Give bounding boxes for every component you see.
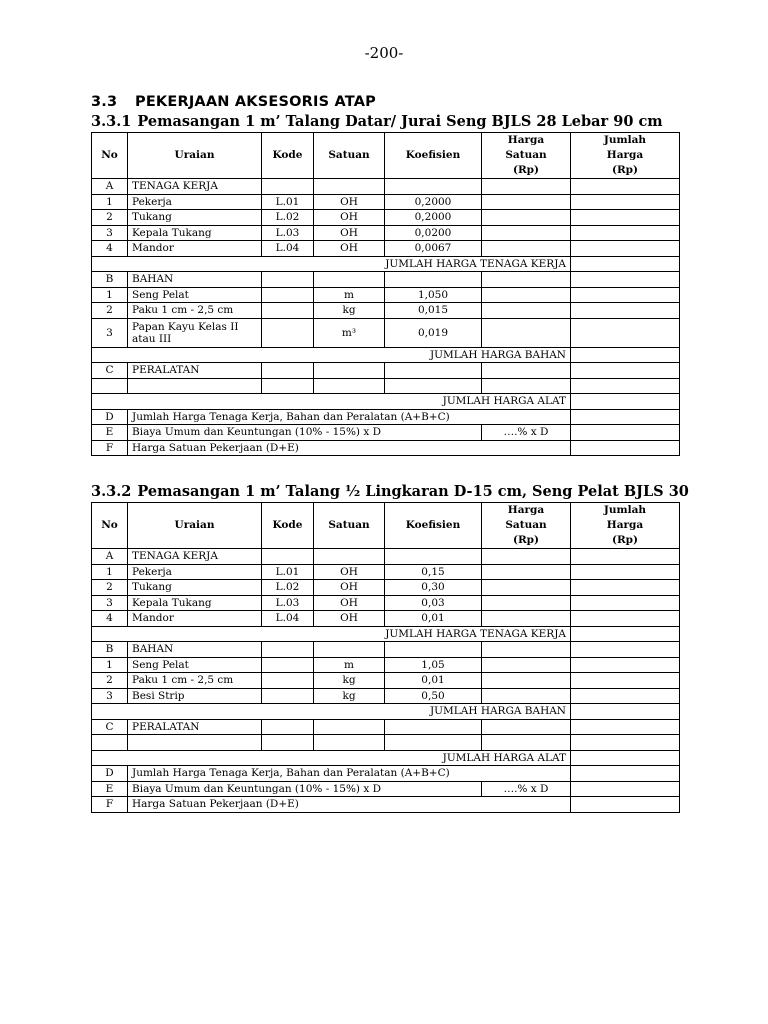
empty-cell: [482, 225, 571, 241]
empty-cell: [571, 735, 680, 751]
empty-cell: [482, 241, 571, 257]
empty-cell: [571, 549, 680, 565]
empty-cell: [571, 287, 680, 303]
summary-row: [92, 425, 680, 441]
header-harga-line1: Harga: [507, 134, 545, 146]
row-koefisien: 0,2000: [385, 210, 482, 226]
empty-cell: [482, 564, 571, 580]
row-kode: [262, 303, 314, 319]
group-code: A: [92, 179, 128, 195]
empty-cell: [482, 719, 571, 735]
table-row: [92, 564, 680, 580]
summary-text: Biaya Umum dan Keuntungan (10% - 15%) x D: [128, 425, 482, 441]
group-row-alat: [92, 363, 680, 379]
group-total-label: JUMLAH HARGA ALAT: [92, 750, 571, 766]
empty-cell: [314, 179, 385, 195]
empty-cell: [92, 378, 128, 394]
summary-code: E: [92, 425, 128, 441]
row-satuan: OH: [314, 210, 385, 226]
empty-cell: [385, 549, 482, 565]
row-uraian: Papan Kayu Kelas II atau III: [128, 318, 262, 347]
table-row: [92, 611, 680, 627]
empty-cell: [385, 179, 482, 195]
group-row-bahan: [92, 642, 680, 658]
empty-cell: [262, 735, 314, 751]
table-row: [92, 241, 680, 257]
empty-cell: [571, 194, 680, 210]
row-koefisien: 0,01: [385, 611, 482, 627]
row-koefisien: 0,30: [385, 580, 482, 596]
table2-heading: [91, 483, 689, 500]
header-harga-line1: Harga: [507, 504, 545, 516]
header-harga-satuan: [482, 133, 571, 179]
header-jumlah-line2: Harga: [606, 149, 644, 161]
empty-cell: [571, 657, 680, 673]
row-koefisien: 0,0200: [385, 225, 482, 241]
empty-cell: [571, 580, 680, 596]
row-kode: L.02: [262, 580, 314, 596]
row-no: 4: [92, 611, 128, 627]
row-kode: [262, 657, 314, 673]
header-no: No: [92, 133, 128, 179]
summary-row: [92, 766, 680, 782]
price-analysis-table-2: [91, 502, 680, 813]
row-uraian: Pekerja: [128, 194, 262, 210]
table-row: [92, 194, 680, 210]
row-no: 2: [92, 673, 128, 689]
empty-cell: [482, 378, 571, 394]
header-harga-line3: (Rp): [512, 534, 539, 546]
row-koefisien: 0,03: [385, 595, 482, 611]
empty-cell: [314, 363, 385, 379]
empty-cell: [262, 549, 314, 565]
row-uraian: Kepala Tukang: [128, 225, 262, 241]
empty-cell: [385, 378, 482, 394]
empty-cell: [571, 303, 680, 319]
group-code: C: [92, 719, 128, 735]
row-koefisien: 1,05: [385, 657, 482, 673]
row-uraian: Besi Strip: [128, 688, 262, 704]
row-satuan: m: [314, 657, 385, 673]
empty-cell: [571, 394, 680, 410]
empty-cell: [482, 179, 571, 195]
price-analysis-table-1: [91, 132, 680, 456]
group-label: TENAGA KERJA: [128, 549, 262, 565]
row-uraian: Seng Pelat: [128, 657, 262, 673]
row-satuan: kg: [314, 673, 385, 689]
header-harga-line2: Satuan: [505, 519, 547, 531]
header-koefisien: Koefisien: [385, 133, 482, 179]
group-total-row: [92, 394, 680, 410]
empty-cell: [482, 642, 571, 658]
summary-row: [92, 797, 680, 813]
empty-cell: [571, 611, 680, 627]
empty-cell: [262, 378, 314, 394]
group-code: B: [92, 642, 128, 658]
section-title: PEKERJAAN AKSESORIS ATAP: [135, 94, 376, 110]
empty-cell: [571, 272, 680, 288]
empty-cell: [571, 797, 680, 813]
group-label: TENAGA KERJA: [128, 179, 262, 195]
group-row-tenaga: [92, 179, 680, 195]
row-kode: L.04: [262, 241, 314, 257]
group-row-bahan: [92, 272, 680, 288]
empty-cell: [571, 225, 680, 241]
header-jumlah-line1: Jumlah: [603, 134, 647, 146]
summary-code: F: [92, 797, 128, 813]
header-koefisien: Koefisien: [385, 503, 482, 549]
row-koefisien: 0,50: [385, 688, 482, 704]
empty-cell: [571, 719, 680, 735]
summary-code: D: [92, 766, 128, 782]
header-jumlah-harga: [571, 503, 680, 549]
row-satuan: OH: [314, 595, 385, 611]
group-total-label: JUMLAH HARGA ALAT: [92, 394, 571, 410]
row-kode: L.01: [262, 564, 314, 580]
table2-heading-number: 3.3.2: [91, 483, 132, 500]
empty-cell: [571, 318, 680, 347]
row-kode: L.01: [262, 194, 314, 210]
header-uraian: Uraian: [128, 503, 262, 549]
empty-cell: [314, 378, 385, 394]
header-jumlah-harga: [571, 133, 680, 179]
empty-cell: [314, 735, 385, 751]
table-row: [92, 580, 680, 596]
empty-cell: [571, 440, 680, 456]
row-satuan: m: [314, 287, 385, 303]
header-kode: Kode: [262, 133, 314, 179]
row-satuan: OH: [314, 564, 385, 580]
header-kode: Kode: [262, 503, 314, 549]
empty-cell: [571, 363, 680, 379]
row-satuan: m³: [314, 318, 385, 347]
empty-cell: [571, 781, 680, 797]
header-jumlah-line3: (Rp): [611, 164, 638, 176]
empty-cell: [385, 735, 482, 751]
header-uraian: Uraian: [128, 133, 262, 179]
row-uraian: Pekerja: [128, 564, 262, 580]
group-code: A: [92, 549, 128, 565]
row-uraian: Kepala Tukang: [128, 595, 262, 611]
empty-cell: [571, 564, 680, 580]
empty-cell: [482, 611, 571, 627]
empty-cell: [385, 642, 482, 658]
empty-cell: [571, 256, 680, 272]
row-koefisien: 0,2000: [385, 194, 482, 210]
empty-cell: [482, 210, 571, 226]
empty-cell: [571, 704, 680, 720]
row-uraian: Paku 1 cm - 2,5 cm: [128, 673, 262, 689]
table-row: [92, 210, 680, 226]
row-no: 3: [92, 688, 128, 704]
empty-cell: [571, 378, 680, 394]
table-row: [92, 673, 680, 689]
row-koefisien: 0,015: [385, 303, 482, 319]
row-koefisien: 0,15: [385, 564, 482, 580]
empty-cell: [262, 642, 314, 658]
empty-cell: [128, 378, 262, 394]
summary-code: F: [92, 440, 128, 456]
table-row: [92, 303, 680, 319]
table-row: [92, 657, 680, 673]
row-satuan: OH: [314, 225, 385, 241]
row-no: 2: [92, 210, 128, 226]
empty-cell: [571, 750, 680, 766]
group-row-alat: [92, 719, 680, 735]
empty-cell: [385, 363, 482, 379]
group-total-row: [92, 626, 680, 642]
section-number: 3.3: [91, 94, 118, 110]
group-row-tenaga: [92, 549, 680, 565]
row-satuan: OH: [314, 611, 385, 627]
empty-cell: [571, 241, 680, 257]
row-uraian: Seng Pelat: [128, 287, 262, 303]
empty-cell: [262, 272, 314, 288]
empty-cell: [482, 363, 571, 379]
row-uraian: Mandor: [128, 241, 262, 257]
row-kode: [262, 673, 314, 689]
summary-row: [92, 781, 680, 797]
empty-cell: [482, 318, 571, 347]
table1-heading-number: 3.3.1: [91, 113, 132, 130]
empty-row: [92, 378, 680, 394]
empty-cell: [571, 766, 680, 782]
table-row: [92, 688, 680, 704]
summary-text: Jumlah Harga Tenaga Kerja, Bahan dan Peralatan (A+B+C): [128, 409, 571, 425]
group-code: C: [92, 363, 128, 379]
row-uraian: Mandor: [128, 611, 262, 627]
row-kode: L.03: [262, 225, 314, 241]
group-total-label: JUMLAH HARGA TENAGA KERJA: [92, 626, 571, 642]
empty-cell: [128, 735, 262, 751]
table-row: [92, 225, 680, 241]
group-total-label: JUMLAH HARGA BAHAN: [92, 704, 571, 720]
summary-code: D: [92, 409, 128, 425]
page-number: -200-: [364, 44, 404, 62]
group-label: PERALATAN: [128, 363, 262, 379]
row-no: 2: [92, 303, 128, 319]
row-uraian: Tukang: [128, 210, 262, 226]
empty-cell: [482, 735, 571, 751]
empty-cell: [571, 688, 680, 704]
table1-heading: [91, 113, 663, 130]
row-no: 4: [92, 241, 128, 257]
row-kode: L.03: [262, 595, 314, 611]
row-no: 1: [92, 194, 128, 210]
row-koefisien: 0,019: [385, 318, 482, 347]
summary-text: Harga Satuan Pekerjaan (D+E): [128, 440, 571, 456]
summary-extra: ….% x D: [482, 425, 571, 441]
empty-cell: [571, 347, 680, 363]
empty-cell: [262, 719, 314, 735]
empty-cell: [385, 719, 482, 735]
empty-cell: [571, 179, 680, 195]
empty-cell: [482, 688, 571, 704]
empty-cell: [314, 549, 385, 565]
table-header-row: [92, 133, 680, 179]
empty-cell: [385, 272, 482, 288]
row-kode: [262, 688, 314, 704]
header-harga-satuan: [482, 503, 571, 549]
row-no: 2: [92, 580, 128, 596]
header-satuan: Satuan: [314, 133, 385, 179]
empty-cell: [482, 673, 571, 689]
table-row: [92, 287, 680, 303]
empty-cell: [571, 626, 680, 642]
row-kode: L.04: [262, 611, 314, 627]
header-jumlah-line2: Harga: [606, 519, 644, 531]
summary-text: Harga Satuan Pekerjaan (D+E): [128, 797, 571, 813]
row-koefisien: 1,050: [385, 287, 482, 303]
empty-cell: [314, 642, 385, 658]
group-code: B: [92, 272, 128, 288]
row-no: 3: [92, 318, 128, 347]
group-label: BAHAN: [128, 642, 262, 658]
header-jumlah-line1: Jumlah: [603, 504, 647, 516]
empty-cell: [571, 210, 680, 226]
row-no: 1: [92, 287, 128, 303]
empty-cell: [571, 425, 680, 441]
empty-cell: [262, 363, 314, 379]
empty-cell: [482, 272, 571, 288]
row-no: 3: [92, 595, 128, 611]
row-no: 1: [92, 564, 128, 580]
empty-cell: [482, 194, 571, 210]
summary-code: E: [92, 781, 128, 797]
table1-heading-title: Pemasangan 1 m’ Talang Datar/ Jurai Seng BJLS 28 Lebar 90 cm: [137, 113, 663, 130]
row-uraian: Tukang: [128, 580, 262, 596]
empty-cell: [482, 549, 571, 565]
empty-cell: [92, 735, 128, 751]
row-koefisien: 0,0067: [385, 241, 482, 257]
empty-cell: [314, 719, 385, 735]
group-total-row: [92, 704, 680, 720]
empty-row: [92, 735, 680, 751]
table-row: [92, 318, 680, 347]
header-harga-line3: (Rp): [512, 164, 539, 176]
empty-cell: [482, 595, 571, 611]
row-satuan: OH: [314, 580, 385, 596]
group-total-label: JUMLAH HARGA TENAGA KERJA: [92, 256, 571, 272]
row-kode: [262, 287, 314, 303]
group-total-row: [92, 347, 680, 363]
header-jumlah-line3: (Rp): [611, 534, 638, 546]
row-kode: [262, 318, 314, 347]
row-no: 1: [92, 657, 128, 673]
summary-text: Jumlah Harga Tenaga Kerja, Bahan dan Peralatan (A+B+C): [128, 766, 571, 782]
header-harga-line2: Satuan: [505, 149, 547, 161]
row-uraian: Paku 1 cm - 2,5 cm: [128, 303, 262, 319]
row-satuan: OH: [314, 241, 385, 257]
empty-cell: [571, 642, 680, 658]
empty-cell: [482, 580, 571, 596]
row-satuan: OH: [314, 194, 385, 210]
empty-cell: [314, 272, 385, 288]
table-row: [92, 595, 680, 611]
empty-cell: [482, 287, 571, 303]
row-kode: L.02: [262, 210, 314, 226]
empty-cell: [571, 673, 680, 689]
group-label: PERALATAN: [128, 719, 262, 735]
summary-text: Biaya Umum dan Keuntungan (10% - 15%) x D: [128, 781, 482, 797]
table-header-row: [92, 503, 680, 549]
group-total-label: JUMLAH HARGA BAHAN: [92, 347, 571, 363]
row-no: 3: [92, 225, 128, 241]
group-total-row: [92, 750, 680, 766]
empty-cell: [571, 409, 680, 425]
empty-cell: [571, 595, 680, 611]
group-label: BAHAN: [128, 272, 262, 288]
empty-cell: [482, 657, 571, 673]
row-koefisien: 0,01: [385, 673, 482, 689]
empty-cell: [482, 303, 571, 319]
header-no: No: [92, 503, 128, 549]
empty-cell: [262, 179, 314, 195]
summary-row: [92, 440, 680, 456]
header-satuan: Satuan: [314, 503, 385, 549]
summary-row: [92, 409, 680, 425]
section-heading: [91, 94, 376, 110]
row-satuan: kg: [314, 303, 385, 319]
table2-heading-title: Pemasangan 1 m’ Talang ½ Lingkaran D-15 cm, Seng Pelat BJLS 30: [137, 483, 689, 500]
summary-extra: ….% x D: [482, 781, 571, 797]
row-satuan: kg: [314, 688, 385, 704]
group-total-row: [92, 256, 680, 272]
